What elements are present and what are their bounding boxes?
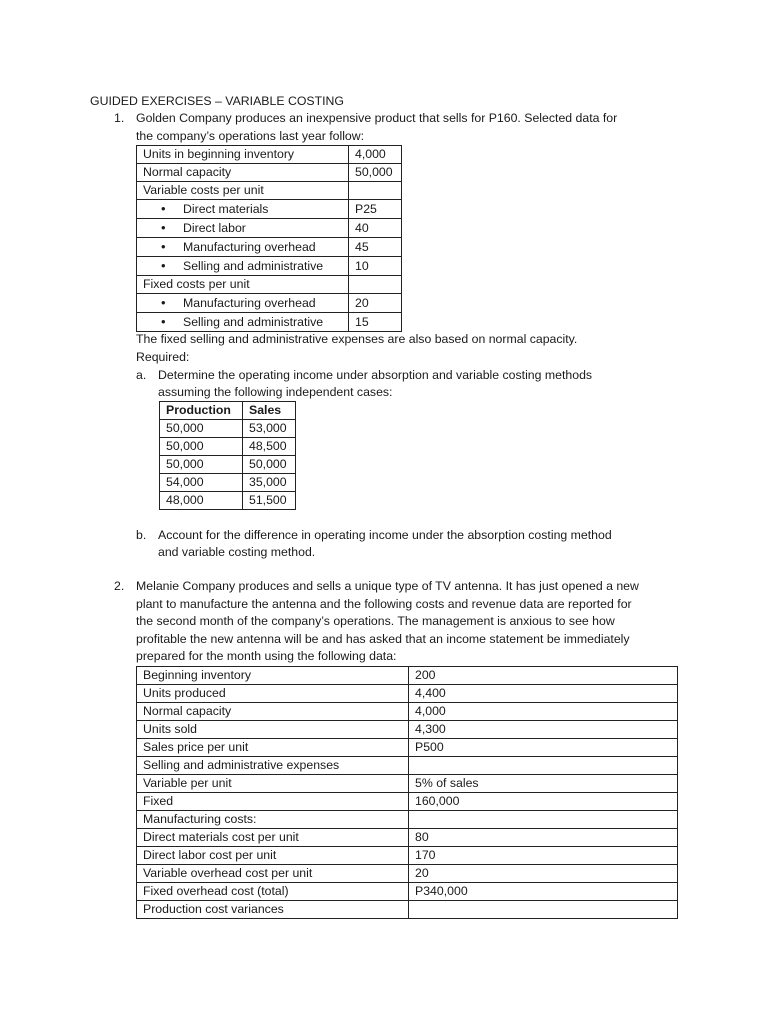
row-value: 10	[349, 257, 402, 276]
row-value: 15	[349, 313, 402, 332]
row-label: Units sold	[137, 721, 409, 739]
ex2-line2: plant to manufacture the antenna and the following costs and revenue data are reported for	[136, 597, 632, 611]
table-row	[137, 739, 678, 757]
table-row	[137, 200, 402, 219]
case-sales: 35,000	[243, 474, 296, 492]
ex1-intro-line2: the company’s operations last year follow:	[136, 129, 365, 143]
row-label: Variable costs per unit	[137, 182, 349, 200]
row-label: Production cost variances	[137, 901, 409, 919]
row-label: Fixed costs per unit	[137, 276, 349, 294]
ex1-number: 1.	[114, 111, 125, 125]
row-value	[409, 901, 678, 919]
case-sales: 51,500	[243, 492, 296, 510]
table-row	[137, 865, 678, 883]
row-label: • Direct materials	[137, 200, 349, 219]
table-row	[137, 219, 402, 238]
row-label: Beginning inventory	[137, 667, 409, 685]
table-row	[137, 811, 678, 829]
table-row	[160, 438, 296, 456]
table-row	[137, 164, 402, 182]
ex2-line3: the second month of the company’s operations. The management is anxious to see how	[136, 614, 615, 628]
row-value	[349, 182, 402, 200]
row-label: Sales price per unit	[137, 739, 409, 757]
ex2-line5: prepared for the month using the following data:	[136, 649, 397, 663]
row-value	[349, 276, 402, 294]
row-label: • Manufacturing overhead	[137, 238, 349, 257]
table-row	[137, 847, 678, 865]
row-value: 45	[349, 238, 402, 257]
sales-header: Sales	[243, 402, 296, 420]
table-row	[137, 313, 402, 332]
table-row	[160, 456, 296, 474]
ex2-number: 2.	[114, 579, 125, 593]
row-value: 4,000	[349, 146, 402, 164]
case-sales	[243, 420, 296, 438]
row-label: Variable per unit	[137, 775, 409, 793]
row-value: 50,000	[349, 164, 402, 182]
ex1-a-letter: a.	[136, 368, 147, 382]
ex1-b-line1: Account for the difference in operating income under the absorption costing method	[158, 528, 612, 542]
row-value: 4,000	[409, 703, 678, 721]
table-row	[137, 757, 678, 775]
row-label: • Selling and administrative	[137, 313, 349, 332]
case-sales: 48,500	[243, 438, 296, 456]
ex1-a-line2: assuming the following independent cases:	[158, 385, 393, 399]
table-row	[137, 883, 678, 901]
ex1-a-line1: Determine the operating income under absorption and variable costing methods	[158, 368, 593, 382]
table-row	[137, 182, 402, 200]
row-label: Units produced	[137, 685, 409, 703]
row-label: • Manufacturing overhead	[137, 294, 349, 313]
ex1-b-letter: b.	[136, 528, 147, 542]
case-production: 54,000	[160, 474, 243, 492]
table-row	[137, 793, 678, 811]
case-production: 50,000	[160, 456, 243, 474]
row-label: Selling and administrative expenses	[137, 757, 409, 775]
row-label: Fixed	[137, 793, 409, 811]
ex1-b-line2: and variable costing method.	[158, 545, 316, 559]
row-label: Fixed overhead cost (total)	[137, 883, 409, 901]
table-row	[160, 492, 296, 510]
table-row	[137, 901, 678, 919]
table-row	[137, 775, 678, 793]
table-row	[137, 294, 402, 313]
row-value: 200	[409, 667, 678, 685]
table-row	[137, 257, 402, 276]
ex1-data-table	[136, 145, 402, 332]
row-value: 40	[349, 219, 402, 238]
table-row	[160, 420, 296, 438]
row-value: P25	[349, 200, 402, 219]
row-value	[409, 757, 678, 775]
row-value	[409, 811, 678, 829]
table-header-row	[160, 402, 296, 420]
table-row	[137, 146, 402, 164]
table-row	[137, 238, 402, 257]
row-label: Variable overhead cost per unit	[137, 865, 409, 883]
row-label: Normal capacity	[137, 703, 409, 721]
table-row	[137, 685, 678, 703]
ex2-line1: Melanie Company produces and sells a unique type of TV antenna. It has just opened a new	[136, 579, 639, 593]
table-row	[137, 829, 678, 847]
row-value: 4,300	[409, 721, 678, 739]
table-row	[137, 667, 678, 685]
ex1-intro-line1: Golden Company produces an inexpensive product that sells for P160. Selected data for	[136, 111, 618, 125]
case-production: 50,000	[160, 420, 243, 438]
row-value: 5% of sales	[409, 775, 678, 793]
ex1-required: Required:	[136, 350, 190, 364]
row-label: • Selling and administrative	[137, 257, 349, 276]
row-label: • Direct labor	[137, 219, 349, 238]
document-title: GUIDED EXERCISES – VARIABLE COSTING	[90, 94, 344, 108]
row-value: 20	[409, 865, 678, 883]
ex2-data-table	[136, 666, 678, 919]
case-production: 50,000	[160, 438, 243, 456]
row-value: 170	[409, 847, 678, 865]
row-label: Units in beginning inventory	[137, 146, 349, 164]
row-value: 80	[409, 829, 678, 847]
table-row	[137, 721, 678, 739]
ex1-note: The fixed selling and administrative expenses are also based on normal capacity.	[136, 332, 578, 346]
row-label: Normal capacity	[137, 164, 349, 182]
case-production: 48,000	[160, 492, 243, 510]
row-value: 20	[349, 294, 402, 313]
case-sales-value: 53,000	[249, 421, 287, 435]
row-value: P500	[409, 739, 678, 757]
ex1-cases-table	[159, 401, 296, 510]
row-value: P340,000	[409, 883, 678, 901]
table-row	[137, 703, 678, 721]
row-value: 4,400	[409, 685, 678, 703]
row-label: Direct materials cost per unit	[137, 829, 409, 847]
row-label: Manufacturing costs:	[137, 811, 409, 829]
case-sales: 50,000	[243, 456, 296, 474]
table-row	[160, 474, 296, 492]
table-row	[137, 276, 402, 294]
production-header: Production	[160, 402, 243, 420]
row-value: 160,000	[409, 793, 678, 811]
ex2-line4: profitable the new antenna will be and has asked that an income statement be immediately	[136, 632, 630, 646]
row-label: Direct labor cost per unit	[137, 847, 409, 865]
